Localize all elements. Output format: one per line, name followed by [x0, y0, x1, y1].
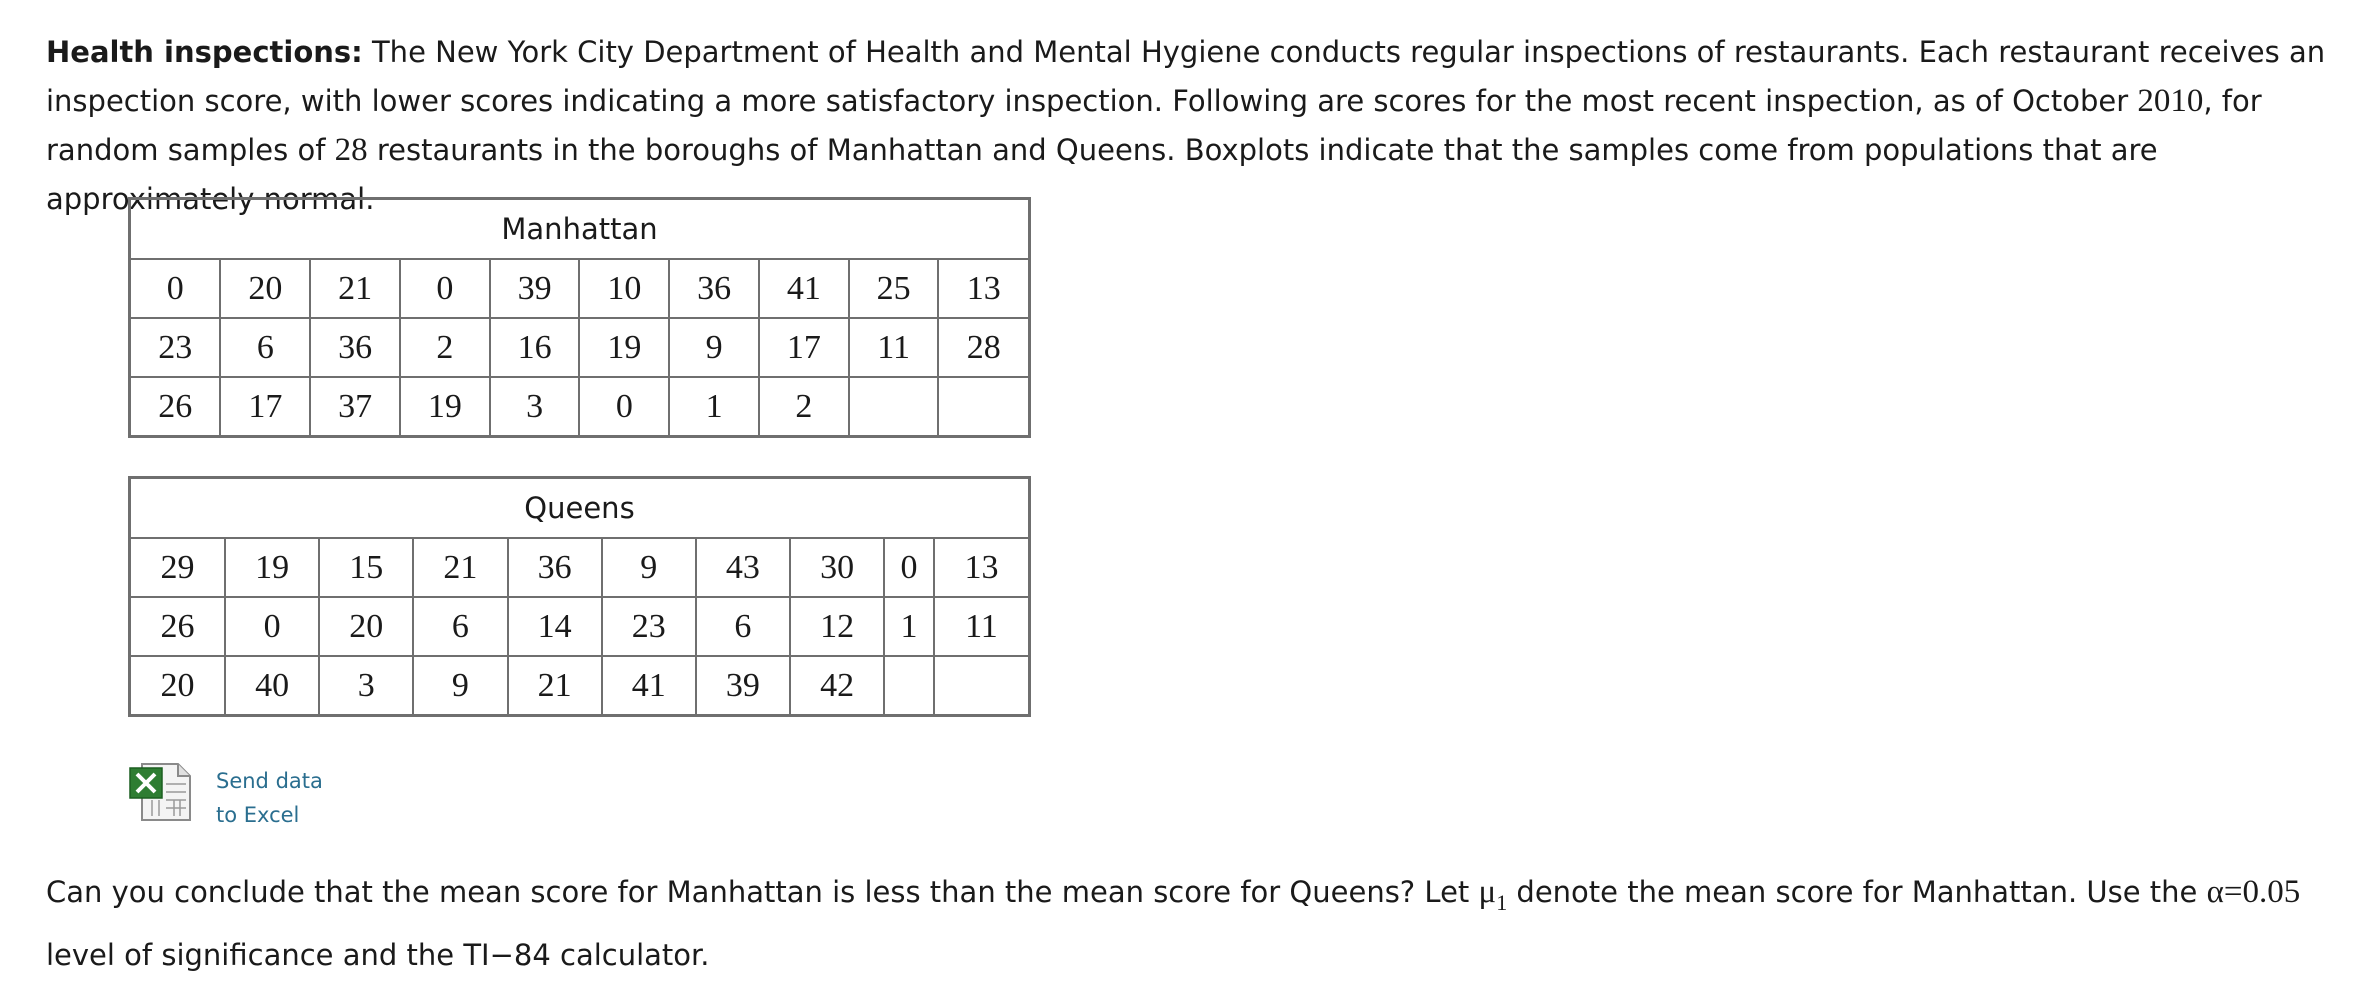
- table-cell: 17: [759, 318, 849, 377]
- alpha-value: 0.05: [2242, 874, 2301, 910]
- table-cell: 43: [696, 538, 790, 597]
- table-cell: 37: [310, 377, 400, 437]
- manhattan-table-title: Manhattan: [130, 199, 1030, 260]
- table-cell: 17: [220, 377, 310, 437]
- excel-link-line1[interactable]: Send data: [216, 769, 323, 793]
- queens-table: [128, 476, 1031, 717]
- table-cell: 1: [884, 597, 934, 656]
- table-cell: 13: [934, 538, 1030, 597]
- table-cell: 21: [310, 259, 400, 318]
- manhattan-table: [128, 197, 1031, 438]
- table-cell: [849, 377, 939, 437]
- intro-text-1: The New York City Department of Health and Mental Hygiene conducts regular inspections of restaurants. Each restaurant receives an inspection score, with lower scores indicating a more satisfactory inspection. Following are scores for the most recent inspection, as of October: [46, 35, 2326, 118]
- table-cell: 42: [790, 656, 884, 716]
- table-cell: 3: [490, 377, 580, 437]
- equals-sign: =: [2223, 874, 2243, 910]
- table-cell: 6: [413, 597, 507, 656]
- table-cell: 25: [849, 259, 939, 318]
- table-cell: 0: [225, 597, 319, 656]
- excel-link-line2[interactable]: to Excel: [216, 803, 300, 827]
- question-text-1: Can you conclude that the mean score for Manhattan is less than the mean score for Queens? Let: [46, 875, 1479, 909]
- table-cell: 28: [938, 318, 1029, 377]
- table-cell: 26: [130, 377, 221, 437]
- table-row: [130, 318, 1030, 377]
- table-cell: 11: [934, 597, 1030, 656]
- question-text: [46, 866, 2346, 981]
- intro-heading: Health inspections:: [46, 35, 363, 69]
- table-cell: 21: [413, 538, 507, 597]
- table-cell: 23: [602, 597, 696, 656]
- table-cell: 13: [938, 259, 1029, 318]
- table-cell: 39: [696, 656, 790, 716]
- intro-text-2: , for random samples of: [46, 84, 2262, 167]
- mu-symbol: μ: [1478, 874, 1497, 910]
- table-cell: 6: [696, 597, 790, 656]
- table-cell: 36: [508, 538, 602, 597]
- alpha-symbol: α: [2206, 874, 2224, 910]
- table-cell: 40: [225, 656, 319, 716]
- table-cell: 39: [490, 259, 580, 318]
- table-cell: 20: [220, 259, 310, 318]
- table-cell: 2: [400, 318, 490, 377]
- table-cell: 14: [508, 597, 602, 656]
- table-cell: [884, 656, 934, 716]
- problem-intro: [46, 28, 2346, 224]
- table-cell: 30: [790, 538, 884, 597]
- table-cell: 21: [508, 656, 602, 716]
- table-row: [130, 259, 1030, 318]
- table-cell: 36: [669, 259, 759, 318]
- table-cell: 20: [319, 597, 413, 656]
- intro-year: 2010: [2137, 83, 2204, 119]
- question-text-3: level of significance and the TI−84 calculator.: [46, 938, 710, 972]
- table-cell: 19: [579, 318, 669, 377]
- table-cell: 0: [579, 377, 669, 437]
- table-cell: 0: [400, 259, 490, 318]
- table-cell: 20: [130, 656, 225, 716]
- table-cell: 19: [225, 538, 319, 597]
- table-cell: 9: [413, 656, 507, 716]
- table-cell: 41: [759, 259, 849, 318]
- table-cell: 16: [490, 318, 580, 377]
- table-cell: 11: [849, 318, 939, 377]
- table-row: [130, 377, 1030, 437]
- table-cell: 15: [319, 538, 413, 597]
- table-cell: 36: [310, 318, 400, 377]
- table-cell: 23: [130, 318, 221, 377]
- question-text-2: denote the mean score for Manhattan. Use the: [1507, 875, 2207, 909]
- table-row: [130, 538, 1030, 597]
- table-cell: 0: [130, 259, 221, 318]
- table-cell: 9: [602, 538, 696, 597]
- queens-table-title: Queens: [130, 478, 1030, 539]
- send-to-excel-link[interactable]: [128, 760, 323, 832]
- table-cell: 29: [130, 538, 225, 597]
- table-cell: 3: [319, 656, 413, 716]
- table-cell: 19: [400, 377, 490, 437]
- table-cell: 12: [790, 597, 884, 656]
- table-cell: [934, 656, 1030, 716]
- mu-subscript: 1: [1496, 890, 1508, 915]
- table-row: [130, 597, 1030, 656]
- table-cell: 10: [579, 259, 669, 318]
- table-cell: 9: [669, 318, 759, 377]
- table-row: [130, 656, 1030, 716]
- intro-sample-size: 28: [334, 132, 368, 168]
- excel-icon[interactable]: [128, 760, 196, 824]
- table-cell: 1: [669, 377, 759, 437]
- table-cell: 6: [220, 318, 310, 377]
- table-cell: [938, 377, 1029, 437]
- table-cell: 0: [884, 538, 934, 597]
- table-cell: 26: [130, 597, 225, 656]
- intro-text-3: restaurants in the boroughs of Manhattan and Queens. Boxplots indicate that the samples come from populations that are approximately normal.: [46, 133, 2158, 216]
- table-cell: 2: [759, 377, 849, 437]
- table-cell: 41: [602, 656, 696, 716]
